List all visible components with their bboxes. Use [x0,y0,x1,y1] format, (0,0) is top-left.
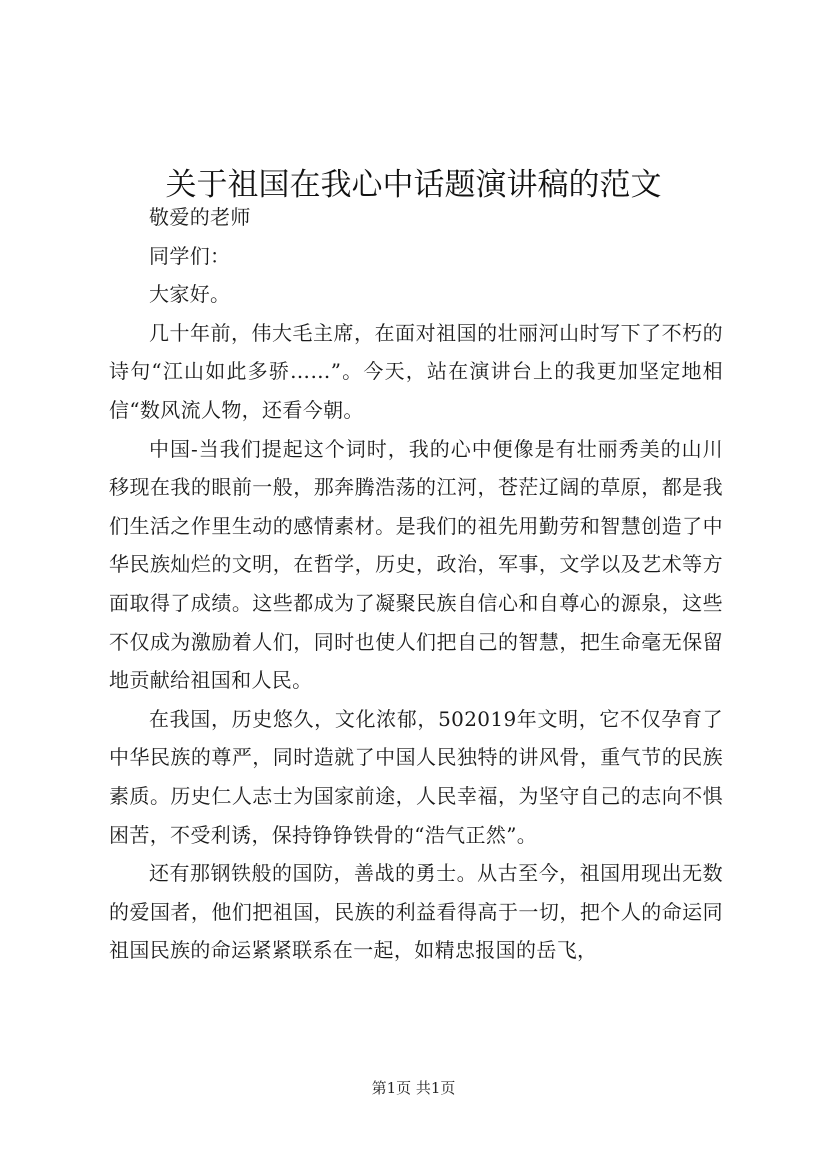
greeting: 大家好。 [149,282,231,307]
paragraph-intro: 几十年前，伟大毛主席，在面对祖国的壮丽河山时写下了不朽的诗句“江山如此多骄……”。今天，站在演讲台上的我更加坚定地相信“数风流人物，还看今朝。 [109,320,723,422]
salutation-teachers: 敬爱的老师 [149,205,251,229]
page-footer: 第1页 共1页 [371,1079,456,1097]
salutation-classmates: 同学们： [149,243,231,268]
document-body [109,198,723,970]
document-title: 关于祖国在我心中话题演讲稿的范文 [165,166,662,203]
paragraph-history: 在我国，历史悠久，文化浓郁，502019年文明，它不仅孕育了中华民族的尊严，同时造就了中国人民独特的讲风骨，重气节的民族素质。历史仁人志士为国家前途，人民幸福，为坚守自己的志向不惧困苦，不受利诱，保持铮铮铁骨的“浩气正然”。 [109,706,723,847]
paragraph-china: 中国-当我们提起这个词时，我的心中便像是有壮丽秀美的山川移现在我的眼前一般，那奔腾浩荡的江河，苍茫辽阔的草原，都是我们生活之作里生动的感情素材。是我们的祖先用勤劳和智慧创造了中华民族灿烂的文明，在哲学，历史，政治，军事，文学以及艺术等方面取得了成绩。这些都成为了凝聚民族自信心和自尊心的源泉，这些不仅成为激励着人们，同时也使人们把自己的智慧，把生命毫无保留地贡献给祖国和人民。 [109,436,723,693]
paragraph-defense: 还有那钢铁般的国防，善战的勇士。从古至今，祖国用现出无数的爱国者，他们把祖国，民族的利益看得高于一切，把个人的命运同祖国民族的命运紧紧联系在一起，如精忠报国的岳飞， [109,861,723,963]
